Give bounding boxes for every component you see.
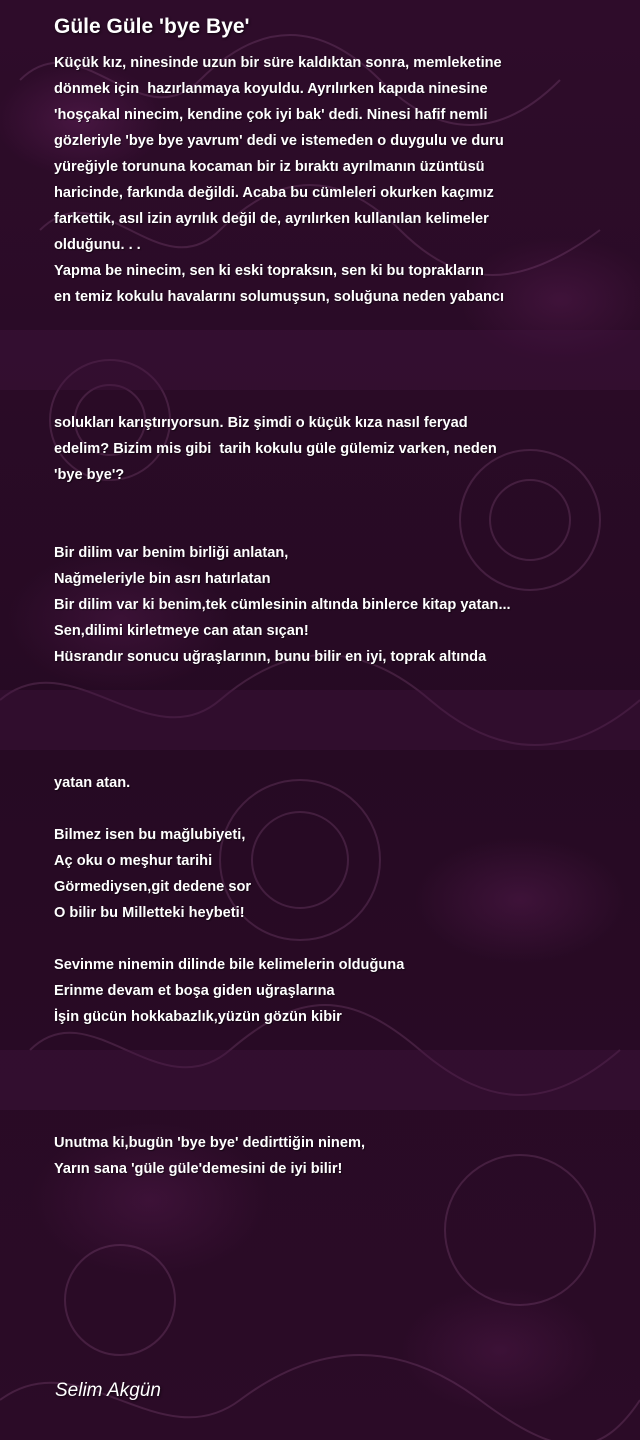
poem-line: Bir dilim var benim birliği anlatan, (54, 545, 289, 561)
divider-band (0, 690, 640, 750)
poem-line: Sevinme ninemin dilinde bile kelimelerin olduğuna (54, 957, 405, 973)
poem-line: Hüsrandır sonucu uğraşlarının, bunu bilir en iyi, toprak altında (54, 649, 487, 665)
poem-line: Bir dilim var ki benim,tek cümlesinin altında binlerce kitap yatan... (54, 597, 511, 613)
poem-block-5 (54, 1130, 614, 1182)
poem-line: gözleriyle 'bye bye yavrum' dedi ve istemeden o duygulu ve duru (54, 133, 504, 149)
poem-line: Sen,dilimi kirletmeye can atan sıçan! (54, 623, 309, 639)
poem-block-4 (54, 770, 614, 1030)
divider-band (0, 330, 640, 390)
poem-line (54, 926, 614, 952)
poem-line: İşin gücün hokkabazlık,yüzün gözün kibir (54, 1009, 342, 1025)
poem-block-2 (54, 410, 614, 488)
poem-line: yüreğiyle torununa kocaman bir iz bıraktı ayrılmanın üzüntüsü (54, 159, 485, 175)
poem-line: Bilmez isen bu mağlubiyeti, (54, 827, 246, 843)
poem-line: haricinde, farkında değildi. Acaba bu cümleleri okurken kaçımız (54, 185, 494, 201)
poem-line: Aç oku o meşhur tarihi (54, 853, 213, 869)
poem-line: 'hoşçakal ninecim, kendine çok iyi bak' dedi. Ninesi hafif nemli (54, 107, 488, 123)
poem-line: Görmediysen,git dedene sor (54, 879, 252, 895)
poem-line: Küçük kız, ninesinde uzun bir süre kaldıktan sonra, memleketine (54, 55, 502, 71)
poem-line: olduğunu. . . (54, 237, 141, 253)
poem-block-1 (54, 50, 614, 310)
poem-line: Nağmeleriyle bin asrı hatırlatan (54, 571, 271, 587)
divider-band (0, 1050, 640, 1110)
poem-line: solukları karıştırıyorsun. Biz şimdi o küçük kıza nasıl feryad (54, 415, 468, 431)
poem-line: dönmek için hazırlanmaya koyuldu. Ayrılırken kapıda ninesine (54, 81, 488, 97)
poem-line (54, 796, 614, 822)
poem-title: Güle Güle 'bye Bye' (54, 15, 250, 38)
poem-line: 'bye bye'? (54, 467, 125, 483)
poem-line: Yarın sana 'güle güle'demesini de iyi bilir! (54, 1161, 343, 1177)
poem-line: O bilir bu Milletteki heybeti! (54, 905, 245, 921)
poem-line: Unutma ki,bugün 'bye bye' dedirttiğin ninem, (54, 1135, 365, 1151)
poem-author: Selim Akgün (55, 1380, 161, 1401)
poem-line: edelim? Bizim mis gibi tarih kokulu güle gülemiz varken, neden (54, 441, 497, 457)
poem-line: en temiz kokulu havalarını solumuşsun, soluğuna neden yabancı (54, 289, 505, 305)
poem-line: yatan atan. (54, 775, 131, 791)
poem-line: farkettik, asıl izin ayrılık değil de, ayrılırken kullanılan kelimeler (54, 211, 489, 227)
poem-line: Erinme devam et boşa giden uğraşlarına (54, 983, 335, 999)
poem-line: Yapma be ninecim, sen ki eski topraksın, sen ki bu toprakların (54, 263, 484, 279)
poem-block-3 (54, 540, 614, 670)
